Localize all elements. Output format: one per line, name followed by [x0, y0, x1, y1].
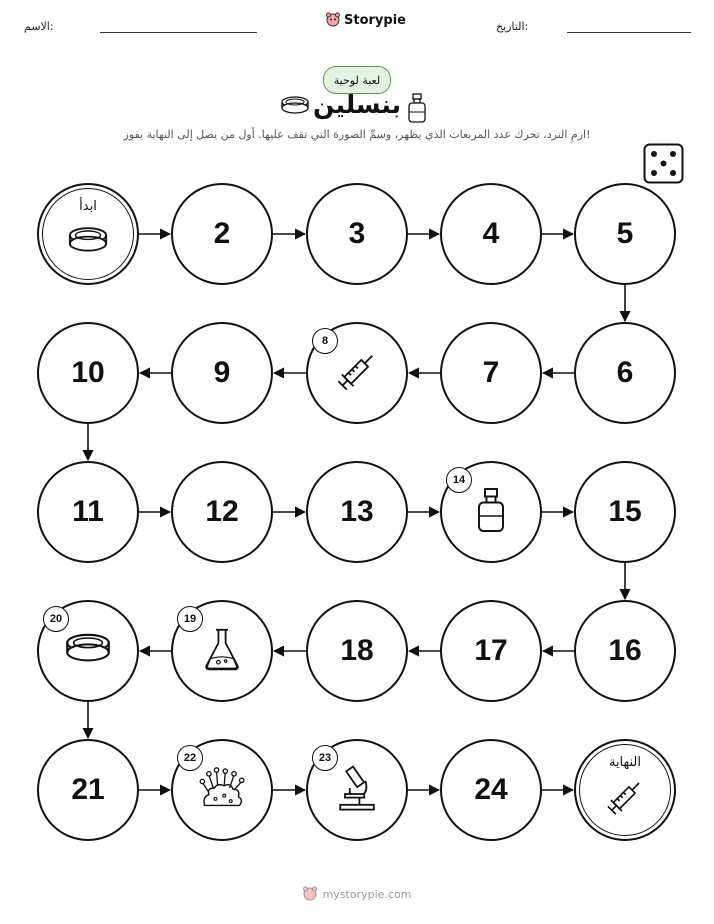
square-number: 21 — [71, 773, 105, 806]
board-square-10 — [37, 322, 139, 424]
square-number: 12 — [205, 495, 239, 528]
square-number-badge: 8 — [312, 328, 338, 354]
flask-icon — [198, 625, 246, 677]
syringe-icon — [333, 347, 381, 399]
square-number: 2 — [213, 217, 231, 250]
square-number: 4 — [482, 217, 500, 250]
board-square-11 — [37, 461, 139, 563]
page-title: بنسلين — [313, 90, 401, 119]
square-number-badge: 14 — [446, 467, 472, 493]
mold-icon — [198, 764, 246, 816]
square-number-badge: 23 — [312, 745, 338, 771]
board-square-19 — [171, 600, 273, 702]
finish-label: النهاية — [608, 755, 642, 770]
square-number: 16 — [608, 634, 642, 667]
square-number: 5 — [616, 217, 634, 250]
square-number-badge: 20 — [43, 606, 69, 632]
footer — [0, 886, 714, 902]
petri-dish-icon — [67, 224, 109, 262]
square-number: 3 — [348, 217, 366, 250]
board-square-15 — [574, 461, 676, 563]
footer-url[interactable]: mystorypie.com — [322, 887, 412, 901]
square-number: 17 — [474, 634, 508, 667]
square-number-badge: 19 — [177, 606, 203, 632]
board-square-21 — [37, 739, 139, 841]
board-square-18 — [306, 600, 408, 702]
board-square-6 — [574, 322, 676, 424]
board-square-17 — [440, 600, 542, 702]
instructions: ارمِ النرد، تحرك عدد المربعات الذي يظهر، وسمِّ الصورة التي تقف عليها. أول من يصل إلى النهاية يفوز! — [123, 128, 591, 141]
board-square-5 — [574, 183, 676, 285]
board-square-23 — [306, 739, 408, 841]
square-number: 10 — [71, 356, 105, 389]
board-square-7 — [440, 322, 542, 424]
square-number: 6 — [616, 356, 634, 389]
square-number: 9 — [213, 356, 231, 389]
board-square-25 — [574, 739, 676, 841]
vial-icon — [473, 486, 509, 538]
brand-name: Storypie — [344, 12, 406, 28]
board-square-14 — [440, 461, 542, 563]
square-number: 7 — [482, 356, 500, 389]
petri-dish-icon — [64, 630, 112, 672]
date-label: التاريخ: — [496, 20, 529, 33]
microscope-icon — [333, 764, 381, 816]
board-square-20 — [37, 600, 139, 702]
storypie-mascot-icon — [303, 886, 317, 902]
board-square-8 — [306, 322, 408, 424]
square-number: 11 — [72, 495, 104, 528]
board-square-4 — [440, 183, 542, 285]
square-number: 24 — [474, 773, 508, 806]
board-square-1 — [37, 183, 139, 285]
game-type-badge: لعبة لوحية — [323, 66, 391, 94]
name-label: الاسم: — [24, 20, 54, 33]
board-square-16 — [574, 600, 676, 702]
syringe-icon — [603, 775, 647, 823]
start-label: ابدأ — [79, 199, 97, 214]
square-number-badge: 22 — [177, 745, 203, 771]
board-square-9 — [171, 322, 273, 424]
board-square-13 — [306, 461, 408, 563]
board-square-22 — [171, 739, 273, 841]
square-number: 18 — [340, 634, 374, 667]
board-square-3 — [306, 183, 408, 285]
board-square-24 — [440, 739, 542, 841]
board-square-2 — [171, 183, 273, 285]
square-number: 15 — [608, 495, 642, 528]
square-number: 13 — [340, 495, 374, 528]
board-square-12 — [171, 461, 273, 563]
